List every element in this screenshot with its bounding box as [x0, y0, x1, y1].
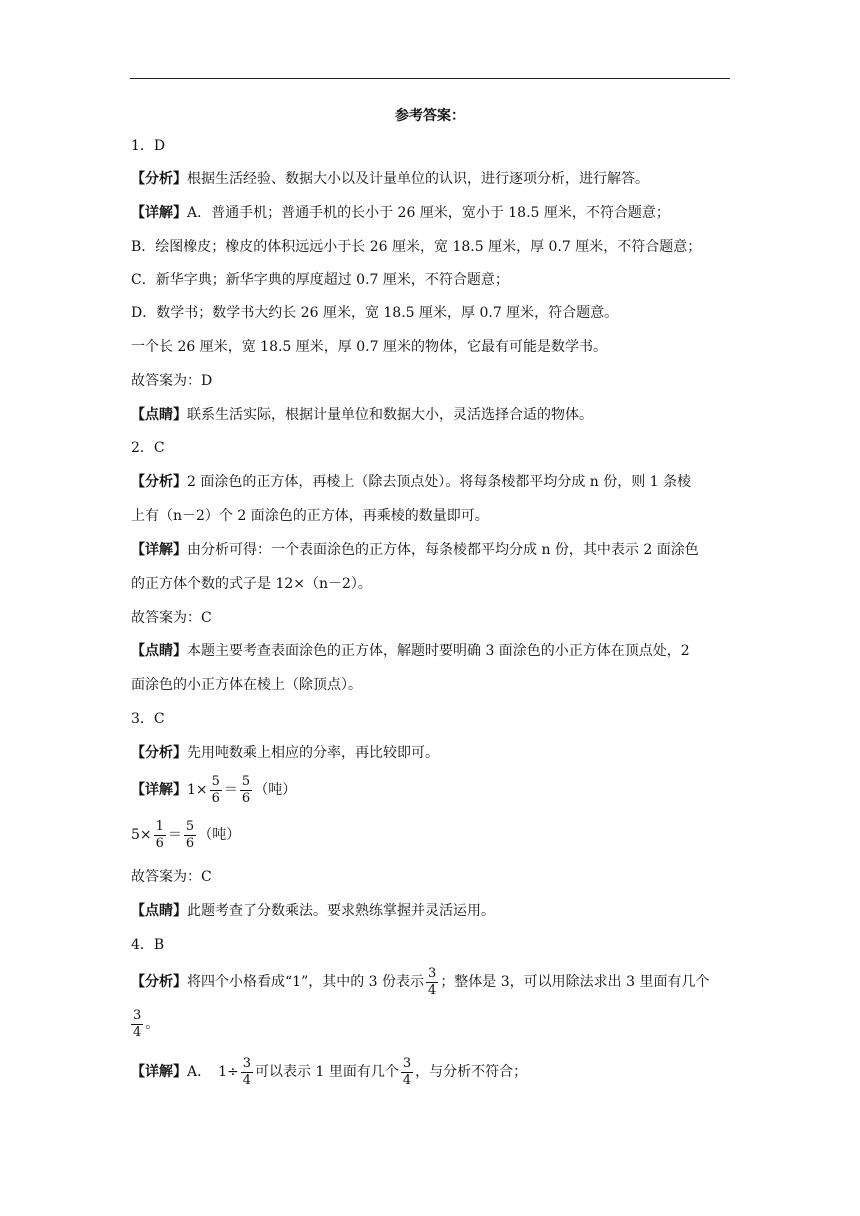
q2-detail-tag: 【详解】 [131, 542, 187, 558]
q2-analysis-text-1: 2 面涂色的正方体，再棱上（除去顶点处）。将每条棱都平均分成 n 份，则 1 条棱 [187, 474, 692, 490]
q3-eq1-fraction-2: $\frac{5}{6}$ [241, 773, 251, 806]
q1-conclusion: 一个长 26 厘米，宽 18.5 厘米，厚 0.7 厘米的物体，它最有可能是数学书。 [131, 339, 607, 355]
q4-detail-a [131, 1052, 527, 1092]
q1-analysis-text: 根据生活经验、数据大小以及计量单位的认识，进行逐项分析，进行解答。 [187, 171, 649, 187]
q4-analysis-text-2: 。 [145, 1016, 160, 1032]
q3-answer: 故答案为：C [131, 869, 212, 885]
q2-number: 2．C [131, 440, 165, 456]
q2-detail-1 [131, 540, 699, 560]
q2-comment-text-1: 本题主要考查表面涂色的正方体，解题时要明确 3 面涂色的小正方体在顶点处，2 [187, 643, 690, 659]
q2-analysis-tag: 【分析】 [131, 474, 187, 490]
q3-eq1-unit: （吨） [254, 782, 297, 798]
q3-eq2-fraction-2: $\frac{5}{6}$ [185, 818, 195, 851]
q1-detail-a-text: A．普通手机；普通手机的长小于 26 厘米，宽小于 18.5 厘米，不符合题意； [187, 205, 670, 221]
q2-comment-1 [131, 641, 690, 661]
q3-comment [131, 901, 495, 921]
q2-answer: 故答案为：C [131, 610, 212, 626]
q4-detail-fraction-1: $\frac{3}{4}$ [242, 1055, 252, 1088]
q3-eq1-left: 1× [187, 782, 208, 798]
q4-analysis-fraction-2: $\frac{3}{4}$ [133, 1007, 142, 1040]
q4-analysis-2 [131, 1004, 159, 1044]
q2-comment-tag: 【点睛】 [131, 643, 187, 659]
q1-analysis-tag: 【分析】 [131, 171, 187, 187]
q3-analysis-tag: 【分析】 [131, 745, 187, 761]
q3-eq2-fraction-1: $\frac{1}{6}$ [155, 818, 164, 851]
q3-eq1-fraction-1: $\frac{5}{6}$ [211, 773, 220, 806]
q1-detail-tag: 【详解】 [131, 205, 187, 221]
q4-analysis-text-1b: ；整体是 3，可以用除法求出 3 里面有几个 [440, 974, 710, 990]
q3-number: 3．C [131, 711, 165, 727]
q1-detail-d: D．数学书；数学书大约长 26 厘米，宽 18.5 厘米，厚 0.7 厘米，符合题意。 [131, 305, 619, 321]
q3-equation-1 [131, 770, 296, 810]
q2-comment-2: 面涂色的小正方体在棱上（除顶点）。 [131, 677, 362, 693]
q3-analysis-text: 先用吨数乘上相应的分率，再比较即可。 [187, 745, 439, 761]
q4-analysis-tag: 【分析】 [131, 974, 187, 990]
q1-answer: 故答案为：D [131, 373, 213, 389]
q4-detail-fraction-2: $\frac{3}{4}$ [402, 1055, 412, 1088]
q3-eq2-unit: （吨） [198, 827, 241, 843]
q4-analysis-text-1a: 将四个小格看成“1”，其中的 3 份表示 [187, 974, 425, 990]
page-title: 参考答案： [395, 108, 465, 124]
header-rule [130, 78, 730, 79]
q3-comment-tag: 【点睛】 [131, 903, 187, 919]
q1-detail-a [131, 203, 670, 223]
q2-detail-text-1: 由分析可得：一个表面涂色的正方体，每条棱都平均分成 n 份，其中表示 2 面涂色 [187, 542, 699, 558]
q3-equation-2 [131, 815, 240, 855]
q1-comment [131, 405, 593, 425]
q4-analysis-1 [131, 962, 709, 1002]
q4-detail-a-text: A． 1÷ [187, 1064, 239, 1080]
q3-analysis [131, 743, 439, 763]
q3-detail-tag: 【详解】 [131, 782, 187, 798]
q3-eq2-equals: ＝ [167, 827, 182, 843]
q3-comment-text: 此题考查了分数乘法。要求熟练掌握并灵活运用。 [187, 903, 495, 919]
q2-analysis-2: 上有（n－2）个 2 面涂色的正方体，再乘棱的数量即可。 [131, 508, 489, 524]
q4-analysis-fraction-1: $\frac{3}{4}$ [428, 965, 437, 998]
q1-detail-b: B．绘图橡皮；橡皮的体积远远小于长 26 厘米，宽 18.5 厘米，厚 0.7 厘米，不符合题意； [131, 239, 702, 255]
q4-number: 4．B [131, 937, 165, 953]
q3-eq1-equals: ＝ [223, 782, 238, 798]
q4-detail-a-text-2: 可以表示 1 里面有几个 [255, 1064, 399, 1080]
q1-analysis [131, 169, 649, 189]
q1-comment-tag: 【点睛】 [131, 407, 187, 423]
q2-detail-2: 的正方体个数的式子是 12×（n－2）。 [131, 576, 372, 592]
q1-number: 1．D [131, 138, 166, 154]
q4-detail-a-text-3: ，与分析不符合； [415, 1064, 528, 1080]
q1-detail-c: C．新华字典；新华字典的厚度超过 0.7 厘米，不符合题意； [131, 272, 509, 288]
q4-detail-tag: 【详解】 [131, 1064, 187, 1080]
q2-analysis-1 [131, 472, 691, 492]
q1-comment-text: 联系生活实际，根据计量单位和数据大小，灵活选择合适的物体。 [187, 407, 593, 423]
q3-eq2-left: 5× [131, 827, 152, 843]
